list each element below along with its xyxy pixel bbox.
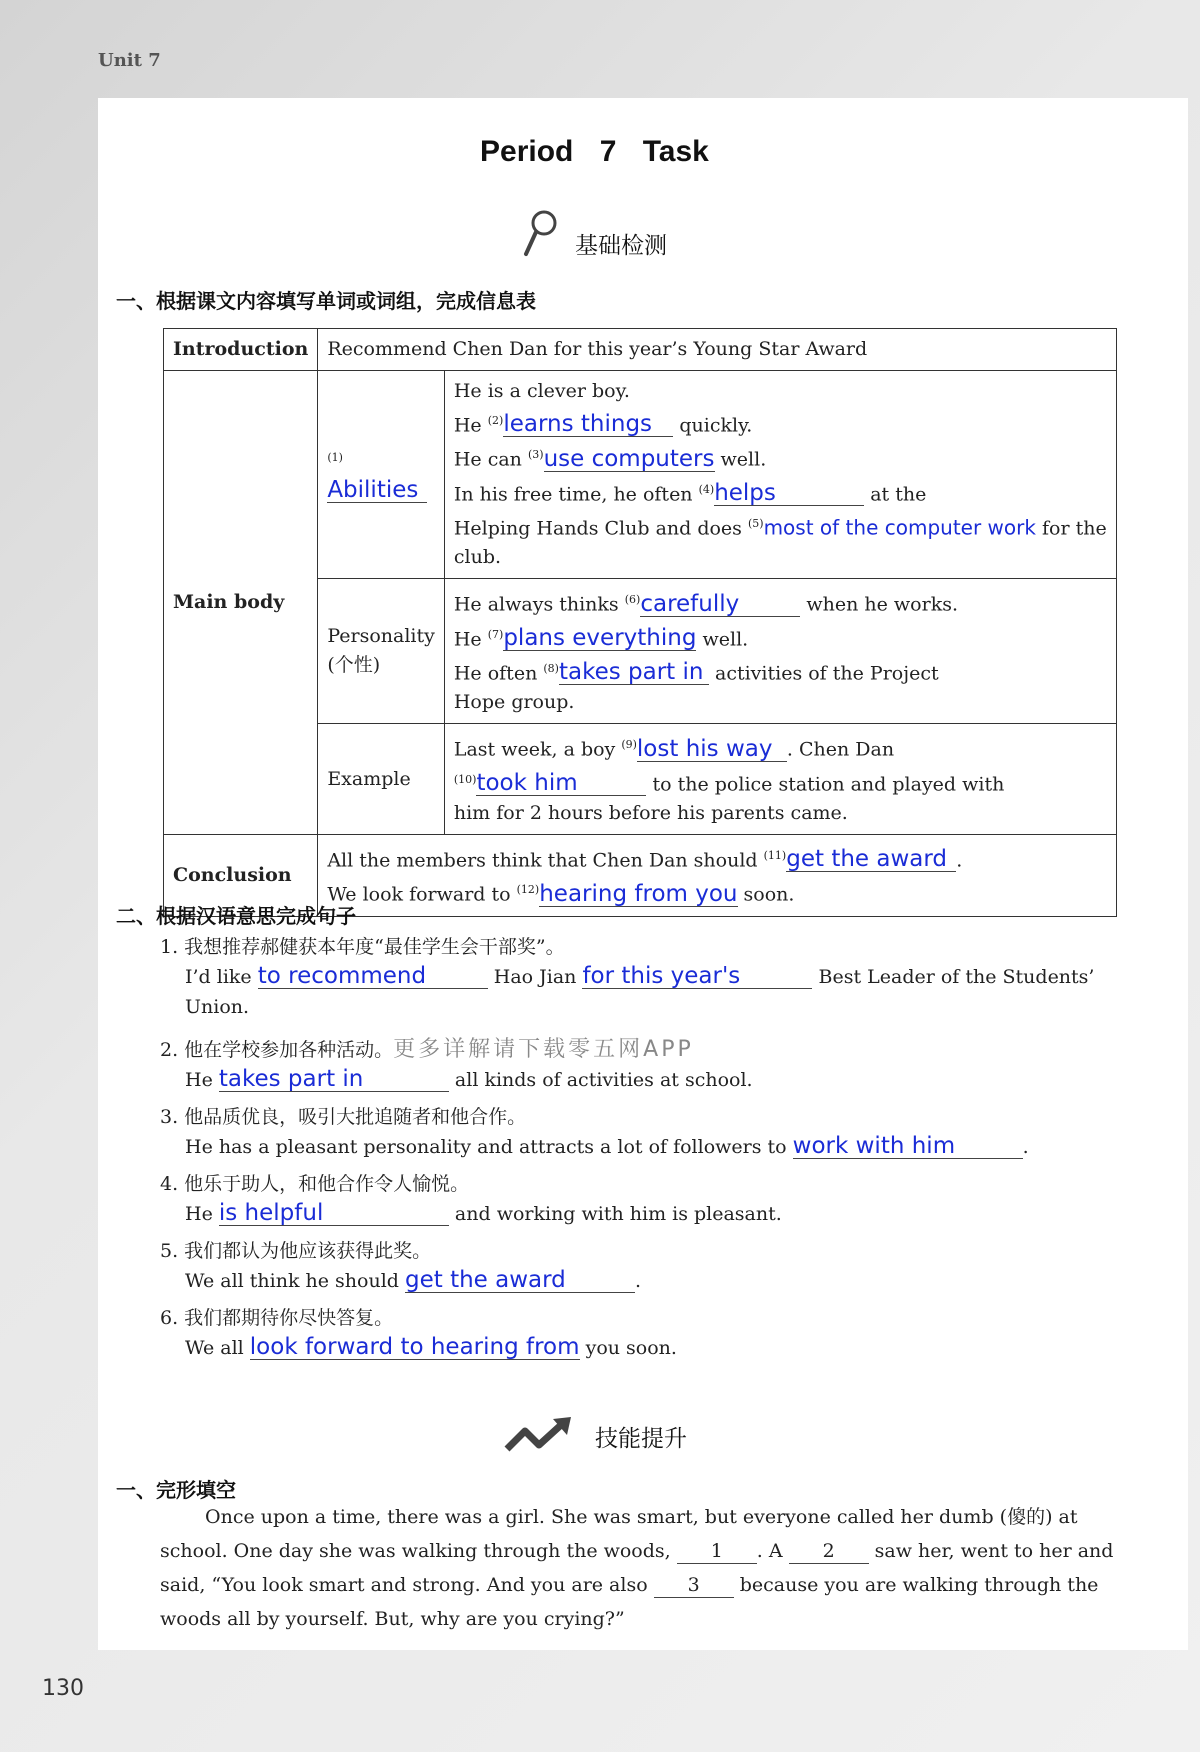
section-skill-heading: 技能提升 bbox=[595, 1426, 687, 1452]
cloze-text: school. One day she was walking through the woods, bbox=[160, 1540, 671, 1562]
cloze-line-4: woods all by yourself. But, why are you crying?” bbox=[160, 1608, 625, 1630]
ab-line-5 bbox=[454, 509, 1107, 543]
s1-text: I’d like bbox=[185, 966, 252, 988]
ex-line-2 bbox=[454, 765, 1107, 799]
answer-11[interactable]: get the award bbox=[786, 847, 956, 872]
ex-text: Last week, a boy bbox=[453, 738, 616, 761]
s2-text: all kinds of activities at school. bbox=[454, 1069, 753, 1091]
ex-text: to the police station and played with bbox=[652, 772, 1005, 795]
blank-number: (9) bbox=[621, 738, 637, 752]
s6-english bbox=[160, 1333, 677, 1363]
ex-text: . Chen Dan bbox=[786, 738, 895, 761]
watermark: 更多详解请下载零五网APP bbox=[393, 1037, 694, 1062]
s5-text: . bbox=[635, 1270, 642, 1292]
s2-chinese bbox=[160, 1035, 753, 1065]
q2-heading: 二、根据汉语意思完成句子 bbox=[116, 904, 356, 928]
intro-label: Introduction bbox=[164, 329, 318, 371]
blank-number: (8) bbox=[543, 661, 559, 675]
answer-5[interactable]: most of the computer work bbox=[763, 515, 1036, 540]
ab-text: quickly. bbox=[679, 414, 753, 437]
co-line-1 bbox=[327, 841, 1106, 875]
co-line-2 bbox=[327, 875, 1106, 909]
pe-line-2 bbox=[454, 620, 1107, 654]
magnifier-icon bbox=[520, 208, 560, 258]
sentence-4 bbox=[160, 1169, 782, 1229]
pe-line-3 bbox=[454, 654, 1107, 688]
blank-number: (3) bbox=[527, 448, 544, 462]
cloze-blank-3[interactable]: 3 bbox=[654, 1573, 734, 1598]
answer-2[interactable]: learns things bbox=[503, 412, 673, 437]
answer-4[interactable]: helps bbox=[714, 481, 864, 506]
abilities-content bbox=[444, 371, 1116, 579]
table-row bbox=[164, 371, 1117, 579]
ab-text: at the bbox=[870, 482, 927, 505]
s2-english bbox=[160, 1065, 753, 1095]
co-text: All the members think that Chen Dan should bbox=[327, 849, 758, 872]
s1-text: Best Leader of the Students’ bbox=[818, 966, 1095, 988]
sentence-5 bbox=[160, 1236, 641, 1296]
co-text: . bbox=[956, 849, 963, 872]
table-row bbox=[164, 329, 1117, 371]
s4-chinese: 4. 他乐于助人，和他合作令人愉悦。 bbox=[160, 1173, 470, 1195]
s5-chinese: 5. 我们都认为他应该获得此奖。 bbox=[160, 1240, 432, 1262]
blank-number: (11) bbox=[763, 848, 787, 862]
pe-text: He bbox=[453, 627, 482, 650]
answer-9[interactable]: lost his way bbox=[637, 737, 787, 762]
s3-text: . bbox=[1022, 1136, 1029, 1158]
s3-chinese: 3. 他品质优良，吸引大批追随者和他合作。 bbox=[160, 1106, 527, 1128]
sentence-1 bbox=[160, 932, 1094, 1022]
answer-1[interactable]: Abilities bbox=[327, 478, 427, 503]
pe-text: He often bbox=[453, 662, 538, 685]
answer-3[interactable]: use computers bbox=[543, 445, 715, 472]
s2-chinese-text: 2. 他在学校参加各种活动。 bbox=[160, 1039, 394, 1061]
s1-answer-2[interactable]: for this year's bbox=[582, 964, 812, 989]
main-body-label: Main body bbox=[164, 371, 318, 835]
cloze-text: because you are walking through the bbox=[739, 1574, 1099, 1596]
s6-text: We all bbox=[185, 1337, 244, 1359]
pe-line-4: Hope group. bbox=[453, 691, 575, 714]
blank-number: (10) bbox=[453, 772, 477, 786]
ab-text: He bbox=[453, 414, 482, 437]
ex-line-3: him for 2 hours before his parents came. bbox=[453, 801, 848, 824]
section-basic-heading: 基础检测 bbox=[575, 233, 667, 259]
cloze-blank-2[interactable]: 2 bbox=[789, 1539, 869, 1564]
pe-text: activities of the Project bbox=[715, 662, 939, 685]
s3-answer[interactable]: work with him bbox=[793, 1134, 1023, 1159]
cloze-line-3 bbox=[160, 1568, 1099, 1602]
conclusion-content bbox=[318, 834, 1116, 916]
ab-text: Helping Hands Club and does bbox=[453, 517, 742, 540]
conclusion-label: Conclusion bbox=[164, 834, 318, 916]
s1-line-3: Union. bbox=[185, 996, 250, 1018]
ab-text: for the bbox=[1042, 517, 1107, 540]
pe-line-1 bbox=[454, 585, 1107, 619]
unit-label: Unit 7 bbox=[98, 50, 161, 71]
ex-line-1 bbox=[454, 730, 1107, 764]
blank-number: (4) bbox=[698, 482, 715, 496]
cloze-text: . A bbox=[756, 1540, 783, 1562]
s6-answer[interactable]: look forward to hearing from bbox=[249, 1334, 580, 1360]
blank-number: (6) bbox=[624, 593, 641, 607]
pe-text: He always thinks bbox=[453, 593, 619, 616]
ab-line-3 bbox=[454, 440, 1107, 474]
page-number: 130 bbox=[42, 1676, 84, 1701]
example-label: Example bbox=[318, 724, 445, 835]
sentence-2 bbox=[160, 1035, 753, 1095]
blank-number: (5) bbox=[747, 516, 764, 530]
s4-answer[interactable]: is helpful bbox=[219, 1201, 449, 1226]
trend-up-icon bbox=[503, 1415, 578, 1455]
blank-number: (7) bbox=[487, 627, 504, 641]
cloze-blank-1[interactable]: 1 bbox=[677, 1539, 757, 1564]
s5-english bbox=[160, 1266, 641, 1296]
s3-english bbox=[160, 1132, 1029, 1162]
cloze-line-1: Once upon a time, there was a girl. She was smart, but everyone called her dumb (傻的) at bbox=[205, 1506, 1078, 1528]
s1-answer-1[interactable]: to recommend bbox=[258, 964, 488, 989]
s5-answer[interactable]: get the award bbox=[405, 1268, 635, 1293]
sentence-6 bbox=[160, 1303, 677, 1363]
q1-heading: 一、根据课文内容填写单词或词组，完成信息表 bbox=[116, 289, 536, 313]
s2-text: He bbox=[185, 1069, 213, 1091]
s4-text: He bbox=[185, 1203, 213, 1225]
ab-line-6: club. bbox=[453, 546, 502, 569]
personality-label: Personality (个性) bbox=[318, 579, 445, 724]
ab-line-4 bbox=[454, 475, 1107, 509]
intro-text: Recommend Chen Dan for this year’s Young Star Award bbox=[318, 329, 1116, 371]
s4-english bbox=[160, 1199, 782, 1229]
s3-text: He has a pleasant personality and attracts a lot of followers to bbox=[185, 1136, 787, 1158]
ab-text: In his free time, he often bbox=[453, 482, 693, 505]
s4-text: and working with him is pleasant. bbox=[454, 1203, 782, 1225]
s2-answer[interactable]: takes part in bbox=[219, 1067, 449, 1092]
answer-6[interactable]: carefully bbox=[640, 592, 800, 617]
answer-12[interactable]: hearing from you bbox=[539, 880, 738, 907]
example-content bbox=[444, 724, 1116, 835]
answer-8[interactable]: takes part in bbox=[559, 660, 709, 685]
answer-10[interactable]: took him bbox=[476, 771, 646, 796]
sentence-3 bbox=[160, 1102, 1029, 1162]
ab-line-1: He is a clever boy. bbox=[453, 380, 630, 402]
ab-text: well. bbox=[720, 448, 767, 471]
answer-7[interactable]: plans everything bbox=[503, 624, 697, 651]
cloze-text: said, “You look smart and strong. And you are also bbox=[160, 1574, 648, 1596]
blank-number: (2) bbox=[487, 414, 504, 427]
co-text: soon. bbox=[743, 883, 795, 906]
blank-number: (12) bbox=[516, 883, 540, 897]
cloze-line-2 bbox=[160, 1534, 1114, 1568]
ab-line-2 bbox=[454, 406, 1107, 440]
s1-chinese: 1. 我想推荐郝健获本年度“最佳学生会干部奖”。 bbox=[160, 936, 565, 958]
s6-chinese: 6. 我们都期待你尽快答复。 bbox=[160, 1307, 394, 1329]
abilities-cell bbox=[318, 371, 445, 579]
pe-text: when he works. bbox=[806, 593, 959, 616]
q3-heading: 一、完形填空 bbox=[116, 1478, 236, 1502]
co-text: We look forward to bbox=[327, 883, 511, 906]
ab-text: He can bbox=[453, 448, 522, 471]
s6-text: you soon. bbox=[585, 1337, 677, 1359]
cloze-text: saw her, went to her and bbox=[874, 1540, 1114, 1562]
s5-text: We all think he should bbox=[185, 1270, 399, 1292]
pe-text: well. bbox=[702, 627, 749, 650]
s1-english bbox=[160, 962, 1094, 992]
page-title: Period 7 Task bbox=[480, 135, 709, 168]
blank-number: (1) bbox=[327, 450, 343, 464]
s1-text: Hao Jian bbox=[493, 966, 577, 988]
cloze-passage bbox=[160, 1500, 1114, 1636]
info-table bbox=[163, 328, 1117, 917]
personality-content bbox=[444, 579, 1116, 724]
